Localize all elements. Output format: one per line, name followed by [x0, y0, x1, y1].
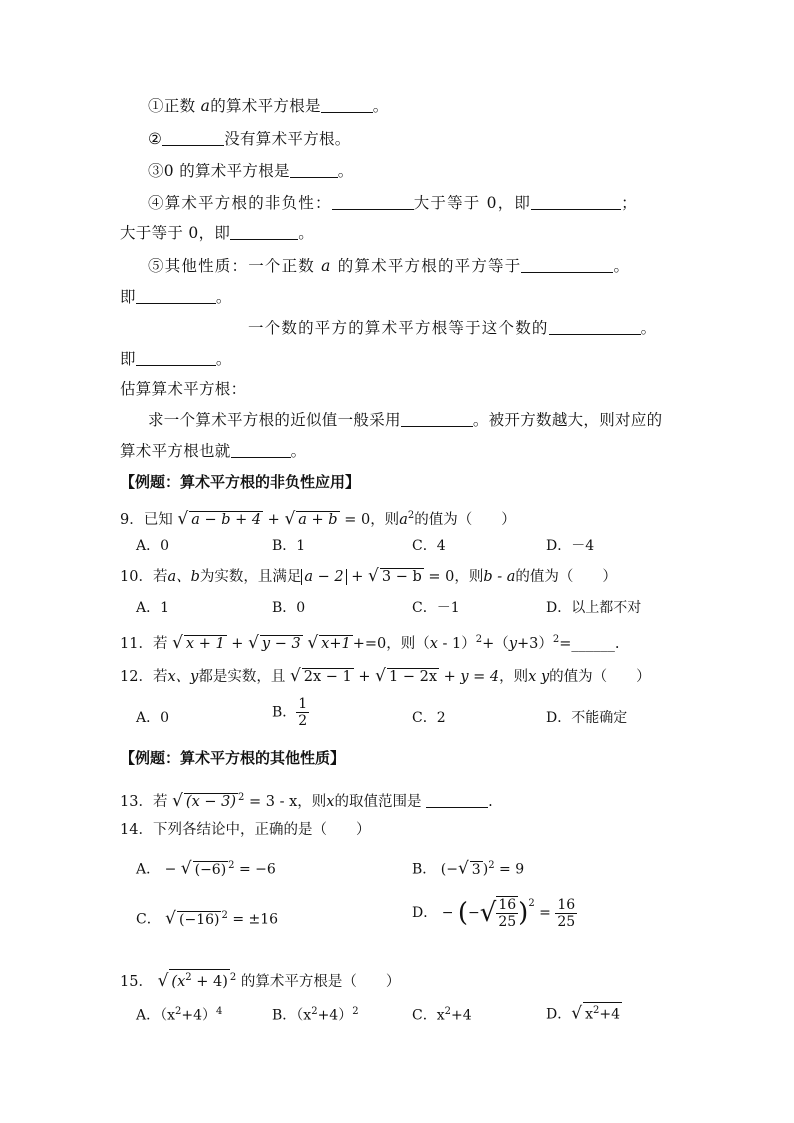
fraction: $\frac{1}{2}$ — [298, 696, 308, 729]
sqrt-sign: √ — [248, 632, 259, 653]
question-15: 15． √ $(x^2 + 4)$ $^2$ 的算术平方根是（ ） — [120, 970, 401, 991]
answer-blank[interactable] — [521, 257, 613, 273]
q10-option-c[interactable]: C．－1 — [412, 600, 460, 616]
sqrt-sign: √ — [157, 970, 169, 991]
q9-option-c[interactable]: C．4 — [412, 538, 446, 554]
answer-blank[interactable] — [549, 319, 641, 335]
q12-option-c[interactable]: C．2 — [412, 710, 446, 726]
q15-option-b[interactable]: B．$(x^2+4)^2$ — [272, 1006, 359, 1024]
property-3: ③0 的算术平方根是 。 — [148, 162, 354, 180]
property-5-ji: 即 。 — [120, 288, 232, 306]
question-13: 13．若 √ (x − 3) $^2$ = 3 - x，则x的取值范围是 . — [120, 790, 493, 811]
q14-option-c[interactable]: C． √ (−16) $^2$ = ±16 — [136, 908, 279, 929]
q14-option-d[interactable]: D． − (−√ $\frac{16}{25}$ )$^2$ = $\frac{16}{25}$ — [412, 896, 576, 930]
q9-option-a[interactable]: A．0 — [136, 538, 170, 554]
property-1: ①正数 a的算术平方根是 。 — [148, 97, 389, 115]
property-6-ji: 即 。 — [120, 350, 232, 368]
sqrt-sign: √ — [180, 858, 192, 879]
fraction: $\frac{16}{25}$ — [557, 896, 576, 930]
q9-option-b[interactable]: B．1 — [272, 538, 306, 554]
sqrt-sign: √ — [479, 898, 497, 928]
answer-blank[interactable] — [162, 130, 224, 146]
question-10: 10．若a、b为实数，且满足 a − 2 + √ 3 − b = 0，则b - a的值为（ ） — [120, 566, 617, 586]
sqrt-sign: √ — [177, 508, 189, 529]
q15-option-c[interactable]: C．$x^2+4$ — [412, 1006, 472, 1024]
q14-option-a[interactable]: A． − √ (−6) $^2$ = −6 — [136, 858, 276, 879]
answer-blank[interactable] — [136, 350, 216, 366]
property-4: ④算术平方根的非负性： 大于等于 0，即 ； — [148, 194, 638, 212]
answer-blank[interactable] — [332, 194, 414, 210]
q10-option-b[interactable]: B．0 — [272, 600, 306, 616]
estimate-line-1: 求一个算术平方根的近似值一般采用 。被开方数越大，则对应的 — [148, 411, 663, 429]
answer-blank[interactable] — [401, 411, 473, 427]
property-6: 一个数的平方的算术平方根等于这个数的 。 — [248, 319, 658, 337]
sqrt-sign: √ — [172, 790, 183, 811]
answer-blank[interactable] — [321, 97, 373, 113]
sqrt-sign: √ — [571, 1003, 583, 1024]
q12-option-d[interactable]: D．不能确定 — [546, 710, 628, 726]
q10-option-d[interactable]: D．以上都不对 — [546, 600, 642, 616]
sqrt-sign: √ — [172, 632, 183, 653]
sqrt-sign: √ — [289, 666, 301, 686]
fraction: $\frac{16}{25}$ — [498, 897, 517, 930]
answer-blank[interactable] — [426, 792, 488, 808]
answer-blank[interactable] — [231, 442, 291, 458]
q12-option-b[interactable]: B． $\frac{1}{2}$ — [272, 696, 308, 729]
sqrt-sign: √ — [457, 858, 469, 879]
property-4-cont: 大于等于 0，即 。 — [120, 224, 315, 242]
question-14: 14．下列各结论中，正确的是（ ） — [120, 822, 371, 838]
estimate-line-2: 算术平方根也就 。 — [120, 442, 307, 460]
sqrt-sign: √ — [375, 666, 386, 686]
property-5: ⑤其他性质：一个正数 a 的算术平方根的平方等于 。 — [148, 257, 631, 275]
sqrt-sign: √ — [284, 508, 296, 529]
q12-option-a[interactable]: A．0 — [136, 710, 170, 726]
estimate-title: 估算算术平方根： — [120, 380, 247, 398]
question-12: 12．若x、y都是实数，且 √ 2x − 1 + √ 1 − 2x + y = 4，则x y的值为（ ） — [120, 666, 651, 686]
section-title-other-properties: 【例题：算术平方根的其他性质】 — [120, 749, 346, 767]
sqrt-sign: √ — [368, 566, 379, 586]
q9-option-d[interactable]: D．－4 — [546, 538, 595, 554]
section-title-nonnegativity: 【例题：算术平方根的非负性应用】 — [120, 473, 361, 491]
q10-option-a[interactable]: A．1 — [136, 600, 170, 616]
q15-option-d[interactable]: D．√ $x^2+4$ — [546, 1003, 620, 1024]
sqrt-sign: √ — [307, 632, 319, 653]
answer-blank[interactable] — [531, 194, 621, 210]
answer-blank[interactable] — [290, 162, 338, 178]
q15-option-a[interactable]: A．$(x^2+4)^4$ — [136, 1006, 223, 1024]
q14-option-b[interactable]: B． (−√ 3 )$^2$ = 9 — [412, 858, 525, 879]
answer-blank[interactable] — [136, 288, 216, 304]
question-9: 9．已知 √ a − b + 4 + √ a + b = 0，则$a^2$的值为（ ） — [120, 508, 516, 529]
answer-blank[interactable] — [230, 224, 298, 240]
sqrt-sign: √ — [165, 908, 177, 929]
question-11: 11．若 √ x + 1 + √ y − 3 √ x+1 +=0，则$(x - 1)^2+(y+3)^2=\_\_\_\_\_\_$. — [120, 632, 620, 653]
property-2: ② 没有算术平方根。 — [148, 130, 351, 148]
